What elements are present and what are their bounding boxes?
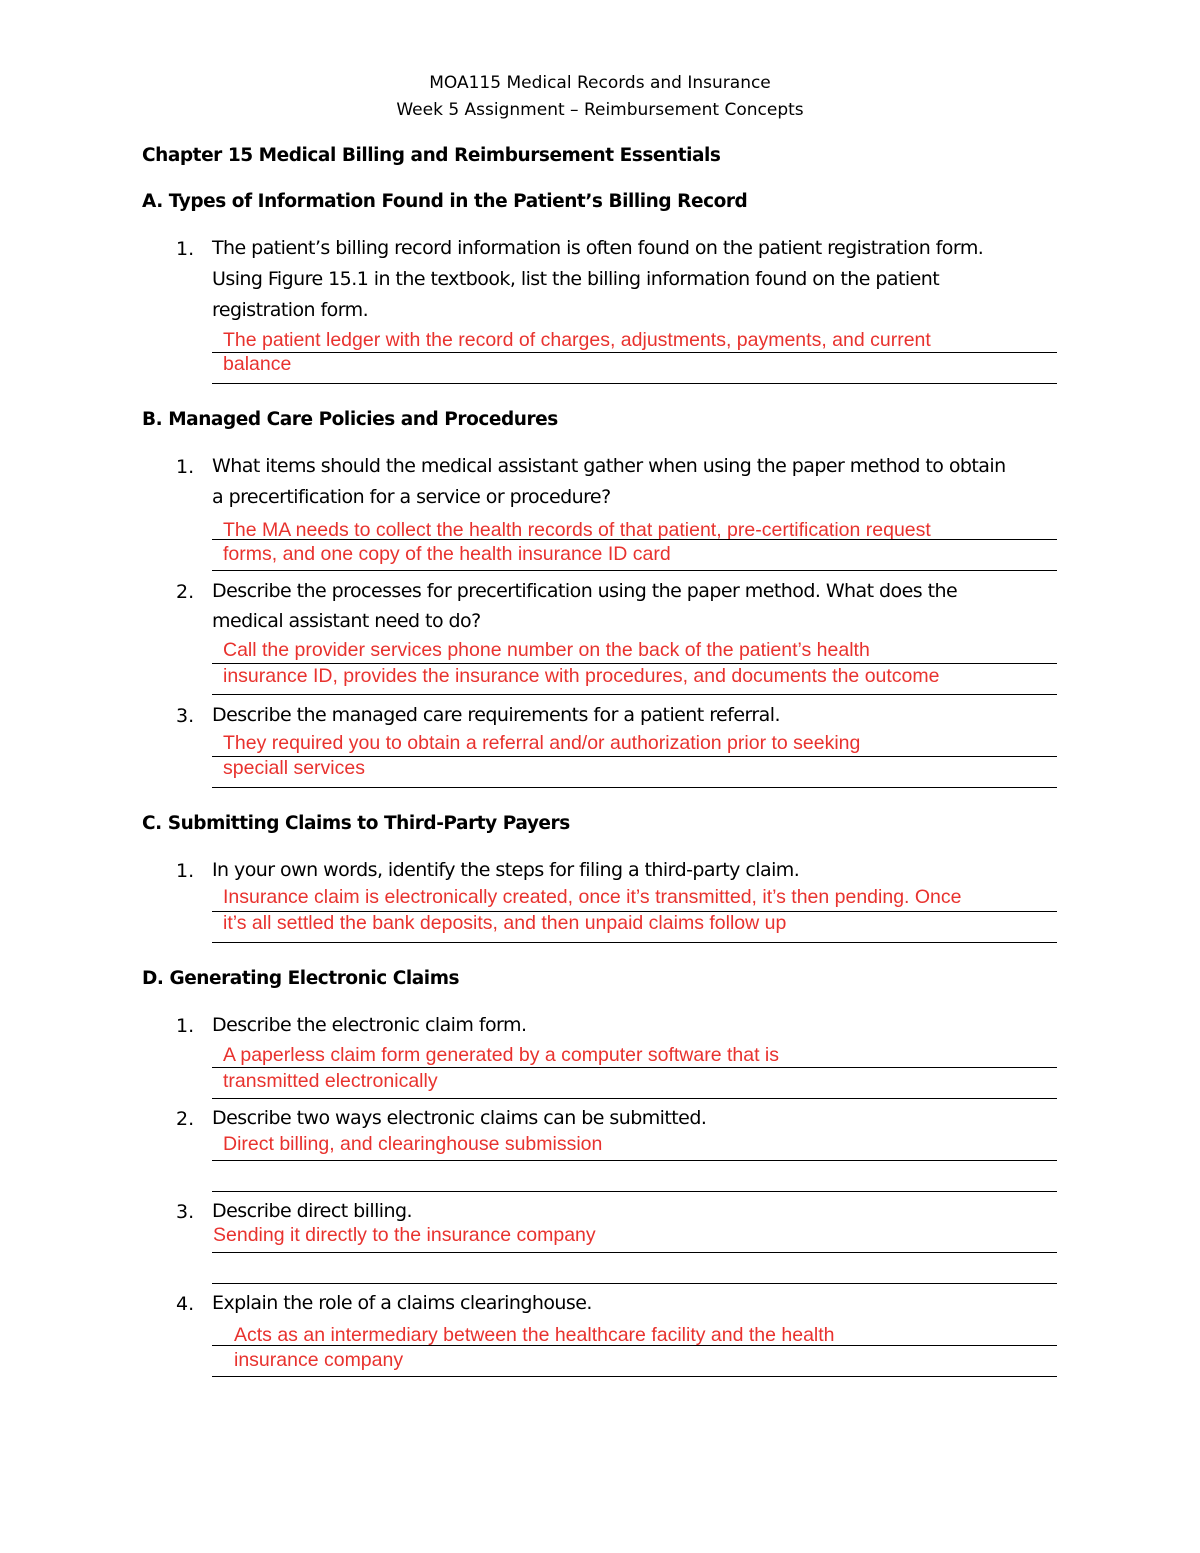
answer-line bbox=[212, 1191, 1057, 1192]
answer-line bbox=[212, 570, 1057, 571]
question-number: 3. bbox=[176, 705, 195, 727]
question-text: registration form. bbox=[212, 299, 369, 321]
question-number: 4. bbox=[176, 1293, 195, 1315]
chapter-title: Chapter 15 Medical Billing and Reimbursement Essentials bbox=[142, 145, 721, 166]
question-text: Describe the processes for precertification using the paper method. What does the bbox=[212, 580, 958, 602]
question-number: 2. bbox=[176, 1108, 195, 1130]
answer-text: The MA needs to collect the health records of that patient, pre-certification request bbox=[223, 519, 931, 541]
answer-line bbox=[212, 352, 1057, 353]
answer-text: insurance ID, provides the insurance with procedures, and documents the outcome bbox=[223, 665, 940, 687]
answer-text: speciall services bbox=[223, 757, 365, 779]
answer-text: it’s all settled the bank deposits, and then unpaid claims follow up bbox=[223, 912, 787, 934]
answer-text: Call the provider services phone number on the back of the patient’s health bbox=[223, 639, 870, 661]
question-text: Describe the electronic claim form. bbox=[212, 1014, 527, 1036]
section-heading-d: D. Generating Electronic Claims bbox=[142, 968, 460, 989]
answer-text: insurance company bbox=[234, 1349, 404, 1371]
question-number: 2. bbox=[176, 581, 195, 603]
question-text: Describe direct billing. bbox=[212, 1200, 413, 1222]
question-text: medical assistant need to do? bbox=[212, 610, 481, 632]
answer-text: Direct billing, and clearinghouse submission bbox=[223, 1133, 603, 1155]
answer-line bbox=[212, 383, 1057, 384]
answer-text: balance bbox=[223, 353, 292, 375]
question-text: Using Figure 15.1 in the textbook, list the billing information found on the patient bbox=[212, 268, 940, 290]
question-number: 1. bbox=[176, 860, 195, 882]
question-text: In your own words, identify the steps for filing a third-party claim. bbox=[212, 859, 800, 881]
answer-line bbox=[212, 1345, 1057, 1346]
answer-line bbox=[212, 1283, 1057, 1284]
answer-line bbox=[212, 539, 1057, 540]
answer-text: transmitted electronically bbox=[223, 1070, 438, 1092]
section-heading-c: C. Submitting Claims to Third-Party Payers bbox=[142, 813, 570, 834]
answer-line bbox=[212, 942, 1057, 943]
section-heading-a: A. Types of Information Found in the Patient’s Billing Record bbox=[142, 191, 748, 212]
question-text: a precertification for a service or procedure? bbox=[212, 486, 611, 508]
question-text: The patient’s billing record information is often found on the patient registration form. bbox=[212, 237, 984, 259]
section-heading-b: B. Managed Care Policies and Procedures bbox=[142, 409, 558, 430]
answer-line bbox=[212, 663, 1057, 664]
answer-line bbox=[212, 1376, 1057, 1377]
question-text: Describe the managed care requirements for a patient referral. bbox=[212, 704, 780, 726]
answer-line bbox=[212, 1252, 1057, 1253]
answer-text: A paperless claim form generated by a computer software that is bbox=[223, 1044, 780, 1066]
question-text: What items should the medical assistant gather when using the paper method to obtain bbox=[212, 455, 1006, 477]
answer-text: They required you to obtain a referral and/or authorization prior to seeking bbox=[223, 732, 861, 754]
question-text: Describe two ways electronic claims can be submitted. bbox=[212, 1107, 707, 1129]
question-number: 1. bbox=[176, 1015, 195, 1037]
answer-text: Insurance claim is electronically created, once it’s transmitted, it’s then pending. Once bbox=[223, 886, 962, 908]
answer-line bbox=[212, 1067, 1057, 1068]
answer-line bbox=[212, 694, 1057, 695]
question-text: Explain the role of a claims clearinghouse. bbox=[212, 1292, 592, 1314]
answer-line bbox=[212, 787, 1057, 788]
answer-text: The patient ledger with the record of charges, adjustments, payments, and current bbox=[223, 329, 931, 351]
answer-text: Acts as an intermediary between the healthcare facility and the health bbox=[234, 1324, 835, 1346]
answer-text: forms, and one copy of the health insurance ID card bbox=[223, 543, 671, 565]
answer-line bbox=[212, 1098, 1057, 1099]
answer-line bbox=[212, 1160, 1057, 1161]
question-number: 3. bbox=[176, 1201, 195, 1223]
course-title: MOA115 Medical Records and Insurance bbox=[429, 73, 771, 93]
question-number: 1. bbox=[176, 456, 195, 478]
assignment-title: Week 5 Assignment – Reimbursement Concepts bbox=[396, 100, 804, 120]
answer-text: Sending it directly to the insurance company bbox=[213, 1224, 596, 1246]
question-number: 1. bbox=[176, 238, 195, 260]
